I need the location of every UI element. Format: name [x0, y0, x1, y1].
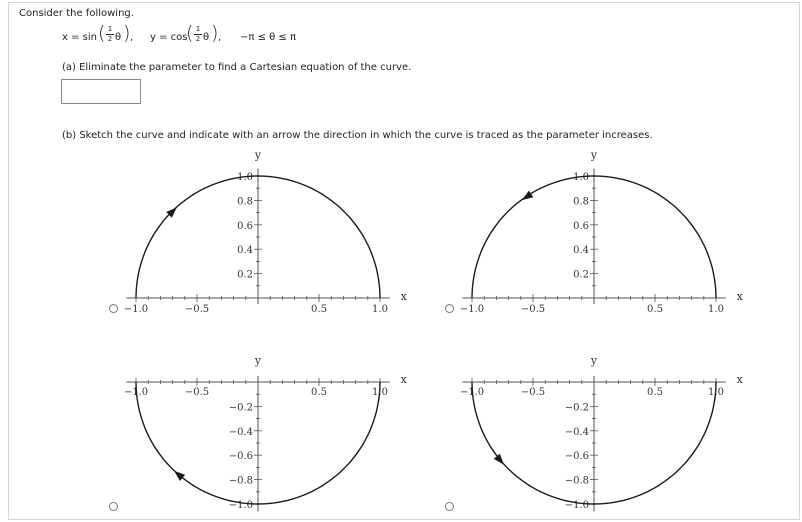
x-tick-label: −0.5	[184, 387, 210, 398]
y-axis-label: y	[254, 148, 262, 162]
y-equation-lhs: y = cos	[150, 32, 188, 43]
x-axis-label: x	[400, 290, 407, 303]
x-tick-label: −0.5	[520, 387, 546, 398]
y-tick-label: 0.4	[237, 245, 253, 257]
direction-arrow	[494, 454, 504, 465]
y-tick-label: −0.2	[564, 402, 589, 414]
y-tick-label: 1.0	[237, 172, 253, 183]
equation-comma: ,	[218, 32, 222, 43]
y-tick-label: −0.2	[228, 402, 253, 414]
x-tick-label: −0.5	[520, 304, 546, 315]
y-tick-label: −0.6	[228, 451, 253, 463]
paren-open: (	[98, 22, 106, 44]
x-tick-label: −1.0	[123, 387, 149, 398]
part-a-prompt: (a) Eliminate the parameter to find a Cartesian equation of the curve.	[62, 62, 412, 73]
paren-close: )	[211, 22, 219, 44]
y-tick-label: −0.8	[228, 475, 253, 487]
y-tick-label: −0.8	[564, 475, 589, 487]
x-tick-label: 1.0	[372, 304, 388, 315]
equation-comma: ,	[130, 32, 134, 43]
y-tick-label: 0.8	[237, 196, 253, 208]
theta-symbol: θ	[115, 32, 122, 43]
x-axis-label: x	[736, 373, 743, 386]
y-tick-label: −0.6	[564, 451, 589, 463]
y-tick-label: −0.4	[564, 426, 589, 438]
y-tick-label: −0.4	[228, 426, 253, 438]
fraction-half: $\frac{1}{2}$	[107, 25, 113, 43]
x-tick-label: 1.0	[708, 387, 724, 398]
y-tick-label: −1.0	[228, 500, 253, 511]
y-tick-label: −1.0	[564, 500, 589, 511]
x-tick-label: −1.0	[459, 304, 485, 315]
y-axis-label: y	[254, 354, 262, 367]
x-tick-label: 1.0	[708, 304, 724, 315]
parameter-range: −π ≤ θ ≤ π	[240, 32, 297, 43]
part-b-prompt: (b) Sketch the curve and indicate with an arrow the direction in which the curve is traced as the parameter increases.	[62, 130, 653, 141]
theta-symbol: θ	[203, 32, 210, 43]
x-tick-label: 0.5	[311, 304, 327, 315]
x-tick-label: 1.0	[372, 387, 388, 398]
y-tick-label: 0.6	[573, 220, 589, 232]
y-tick-label: 0.8	[573, 196, 589, 208]
x-tick-label: 0.5	[647, 304, 663, 315]
y-tick-label: 0.2	[237, 269, 253, 281]
y-tick-label: 0.2	[573, 269, 589, 281]
paren-close: )	[123, 22, 131, 44]
x-axis-label: x	[736, 290, 743, 303]
x-equation-lhs: x = sin	[62, 32, 97, 43]
paren-open: (	[186, 22, 194, 44]
fraction-half: $\frac{1}{2}$	[195, 25, 201, 43]
x-axis-label: x	[400, 373, 407, 386]
intro-text: Consider the following.	[19, 8, 134, 19]
x-tick-label: −0.5	[184, 304, 210, 315]
y-tick-label: 1.0	[573, 172, 589, 183]
x-tick-label: −1.0	[459, 387, 485, 398]
x-tick-label: 0.5	[647, 387, 663, 398]
x-tick-label: −1.0	[123, 304, 149, 315]
y-axis-label: y	[590, 148, 598, 162]
x-tick-label: 0.5	[311, 387, 327, 398]
y-tick-label: 0.4	[573, 245, 589, 257]
y-tick-label: 0.6	[237, 220, 253, 232]
y-axis-label: y	[590, 354, 598, 367]
